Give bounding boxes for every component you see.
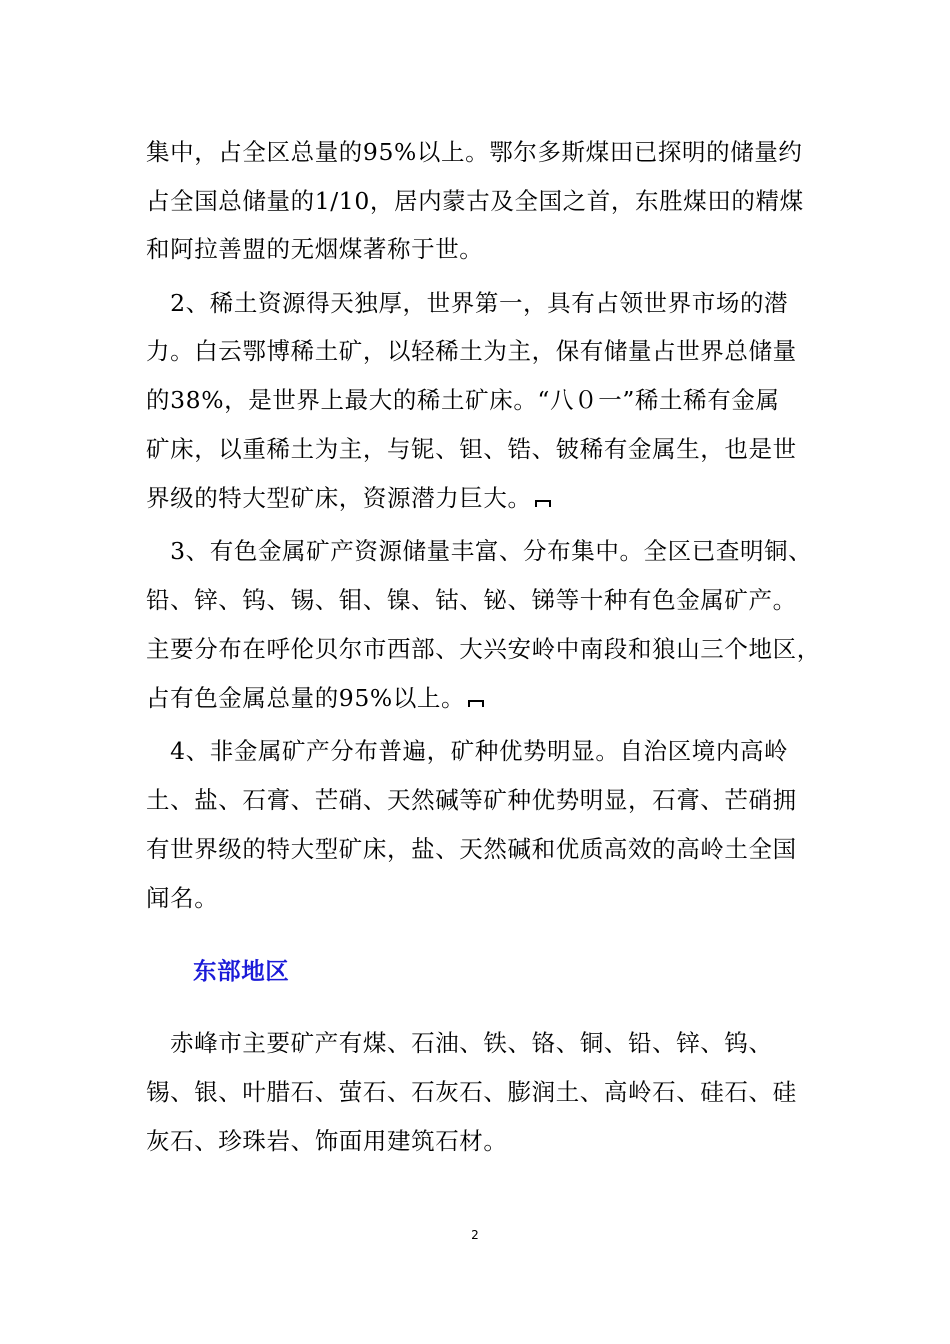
paragraph-line: 铅、锌、钨、锡、钼、镍、钴、铋、锑等十种有色金属矿产。: [146, 586, 797, 614]
return-mark-icon: [535, 498, 553, 508]
paragraph-line: 闻名。: [146, 884, 219, 912]
paragraph-line-with-mark: [146, 483, 553, 513]
paragraph-line: 集中，占全区总量的95%以上。鄂尔多斯煤田已探明的储量约: [146, 138, 803, 166]
paragraph-line: 的38%，是世界上最大的稀土矿床。“八０一”稀土稀有金属: [146, 386, 780, 414]
paragraph-line-text: 占有色金属总量的95%以上。: [146, 684, 466, 712]
paragraph-line: 主要分布在呼伦贝尔市西部、大兴安岭中南段和狼山三个地区，: [146, 635, 821, 663]
paragraph-line: 土、盐、石膏、芒硝、天然碱等矿种优势明显，石膏、芒硝拥: [146, 786, 797, 814]
paragraph-line: 灰石、珍珠岩、饰面用建筑石材。: [146, 1127, 508, 1155]
return-mark-icon: [468, 698, 486, 708]
paragraph-line: 有世界级的特大型矿床，盐、天然碱和优质高效的高岭土全国: [146, 835, 797, 863]
paragraph-line: 2、稀土资源得天独厚，世界第一，具有占领世界市场的潜: [146, 289, 789, 317]
paragraph-line: 和阿拉善盟的无烟煤著称于世。: [146, 235, 484, 263]
paragraph-line: 力。白云鄂博稀土矿，以轻稀土为主，保有储量占世界总储量: [146, 337, 797, 365]
paragraph-line: 占全国总储量的1/10，居内蒙古及全国之首，东胜煤田的精煤: [146, 187, 804, 215]
page-number: 2: [471, 1228, 479, 1242]
paragraph-line-text: 界级的特大型矿床，资源潜力巨大。: [146, 484, 532, 512]
paragraph-line-with-mark: [146, 683, 486, 713]
paragraph-line: 4、非金属矿产分布普遍，矿种优势明显。自治区境内高岭: [146, 737, 789, 765]
paragraph-line: 赤峰市主要矿产有煤、石油、铁、铬、铜、铅、锌、钨、: [146, 1029, 773, 1057]
paragraph-line: 3、有色金属矿产资源储量丰富、分布集中。全区已查明铜、: [146, 537, 813, 565]
section-heading: 东部地区: [193, 957, 290, 985]
paragraph-line: 矿床，以重稀土为主，与铌、钽、锆、铍稀有金属生，也是世: [146, 435, 797, 463]
paragraph-line: 锡、银、叶腊石、萤石、石灰石、膨润土、高岭石、硅石、硅: [146, 1078, 797, 1106]
